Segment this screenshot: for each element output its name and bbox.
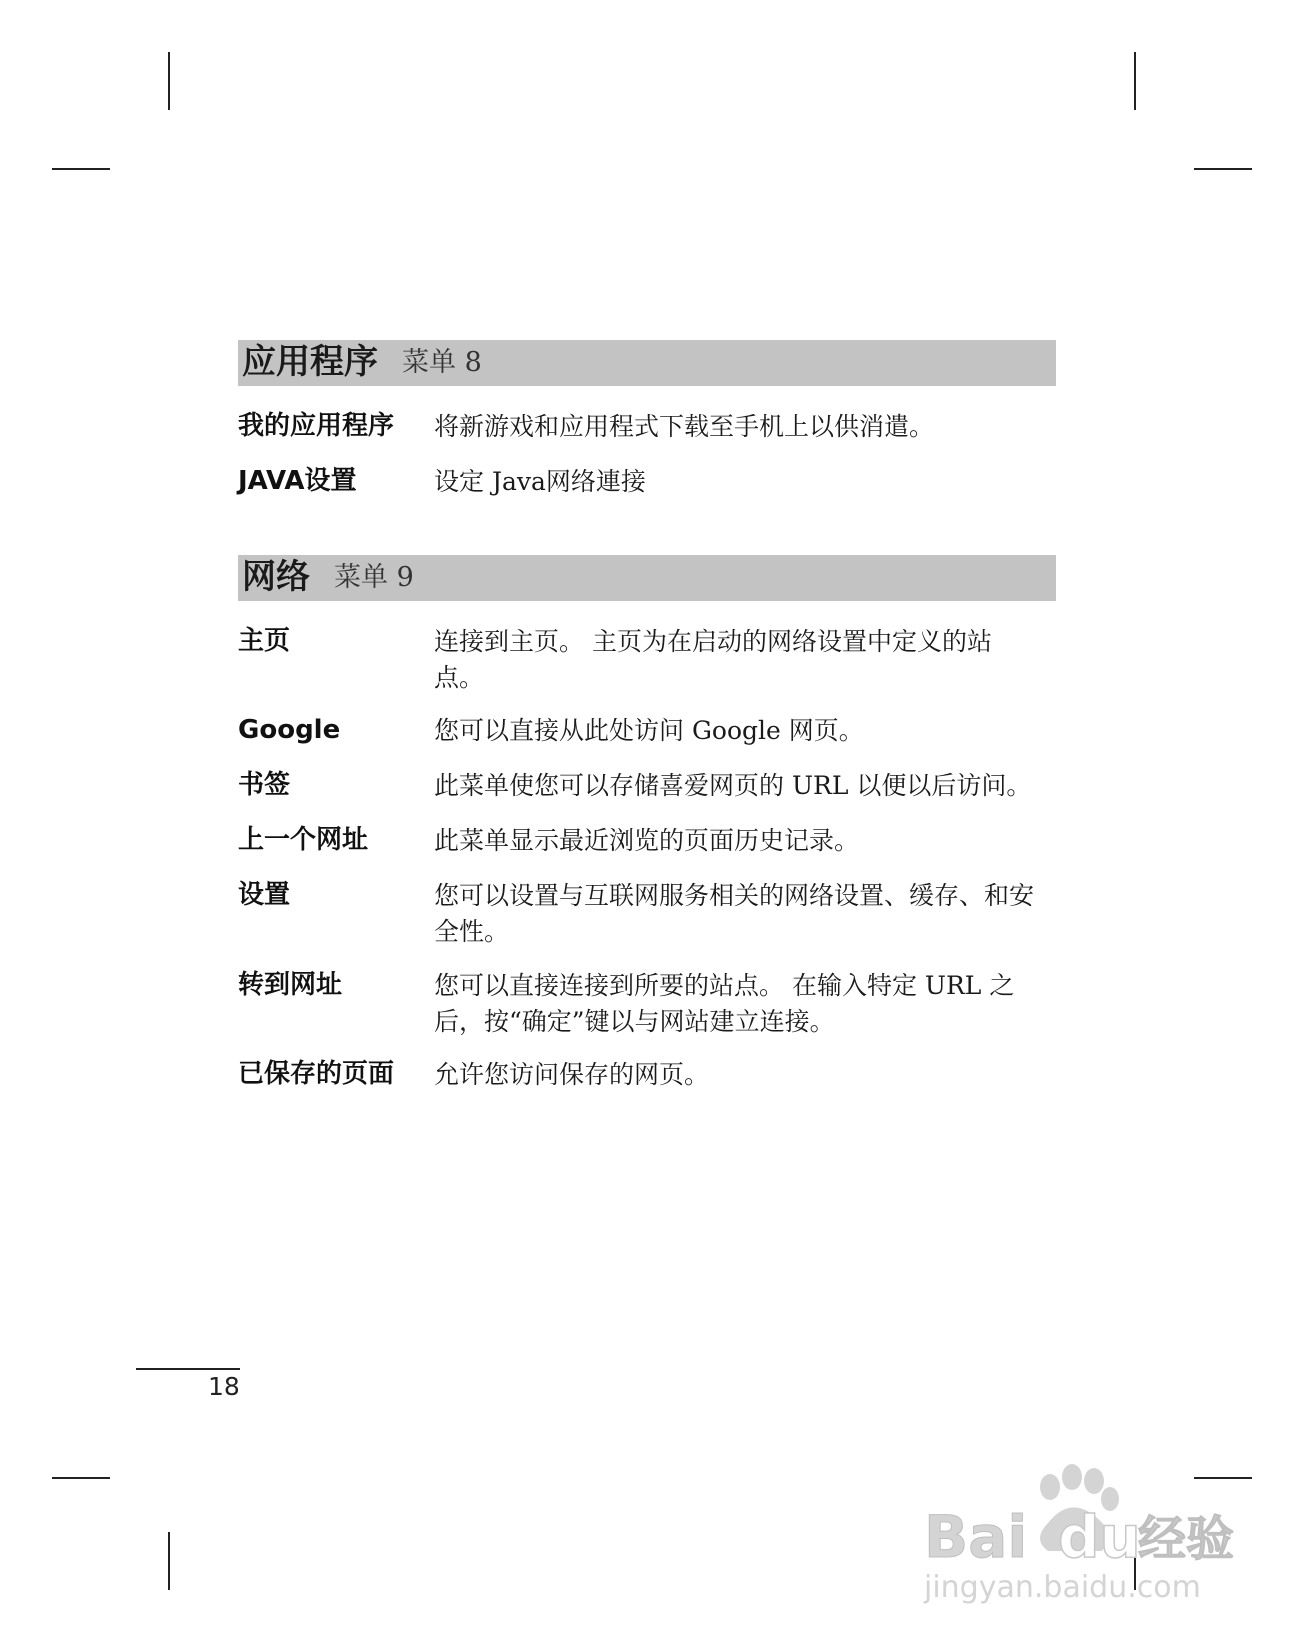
definition-term: 我的应用程序 (238, 411, 395, 441)
definition-description: 设定 Java网络連接 (434, 467, 646, 496)
crop-mark-top-right-horizontal (1194, 168, 1252, 170)
svg-text:经验: 经验 (1138, 1511, 1235, 1567)
baidu-watermark (920, 1455, 1250, 1605)
definition-description: 允许您访问保存的网页。 (434, 1060, 710, 1089)
section-menu-number: 菜单 8 (402, 347, 482, 378)
svg-text:jingyan.baidu.com: jingyan.baidu.com (924, 1570, 1201, 1605)
definition-term: 书签 (238, 770, 291, 800)
section-header-applications (238, 340, 1056, 386)
crop-mark-bottom-left-vertical (168, 1532, 170, 1590)
crop-mark-top-left-vertical (168, 52, 170, 110)
crop-mark-top-left-horizontal (52, 168, 110, 170)
definition-description: 此菜单显示最近浏览的页面历史记录。 (434, 826, 860, 855)
section-title-text: 应用程序 (242, 342, 378, 382)
svg-text:Bai: Bai (924, 1503, 1028, 1571)
definition-term: JAVA设置 (238, 466, 357, 496)
definition-description: 连接到主页。 主页为在启动的网络设置中定义的站点。 (434, 627, 992, 692)
footer-rule (136, 1368, 240, 1370)
section-title-text: 网络 (242, 557, 310, 597)
definition-description: 您可以直接从此处访问 Google 网页。 (434, 716, 864, 745)
page-number: 18 (208, 1372, 240, 1401)
crop-mark-bottom-left-horizontal (52, 1477, 110, 1479)
definition-term: Google (238, 715, 341, 745)
crop-mark-top-right-vertical (1134, 52, 1136, 110)
section-title (242, 342, 482, 383)
definition-term: 主页 (238, 626, 291, 656)
definition-term: 已保存的页面 (238, 1059, 395, 1089)
definition-term: 设置 (238, 880, 291, 910)
section-menu-number: 菜单 9 (334, 562, 414, 593)
definition-description: 将新游戏和应用程式下载至手机上以供消遣。 (434, 412, 935, 441)
definition-description: 此菜单使您可以存储喜爱网页的 URL 以便以后访问。 (434, 771, 1032, 800)
svg-text:du: du (1058, 1503, 1141, 1571)
section-header-network (238, 555, 1056, 601)
definition-description: 您可以设置与互联网服务相关的网络设置、缓存、和安全性。 (434, 881, 1035, 946)
section-title (242, 557, 414, 598)
definition-term: 转到网址 (238, 970, 343, 1000)
definition-description: 您可以直接连接到所要的站点。 在输入特定 URL 之后，按“确定”键以与网站建立连接。 (434, 971, 1015, 1036)
definition-term: 上一个网址 (238, 825, 369, 855)
